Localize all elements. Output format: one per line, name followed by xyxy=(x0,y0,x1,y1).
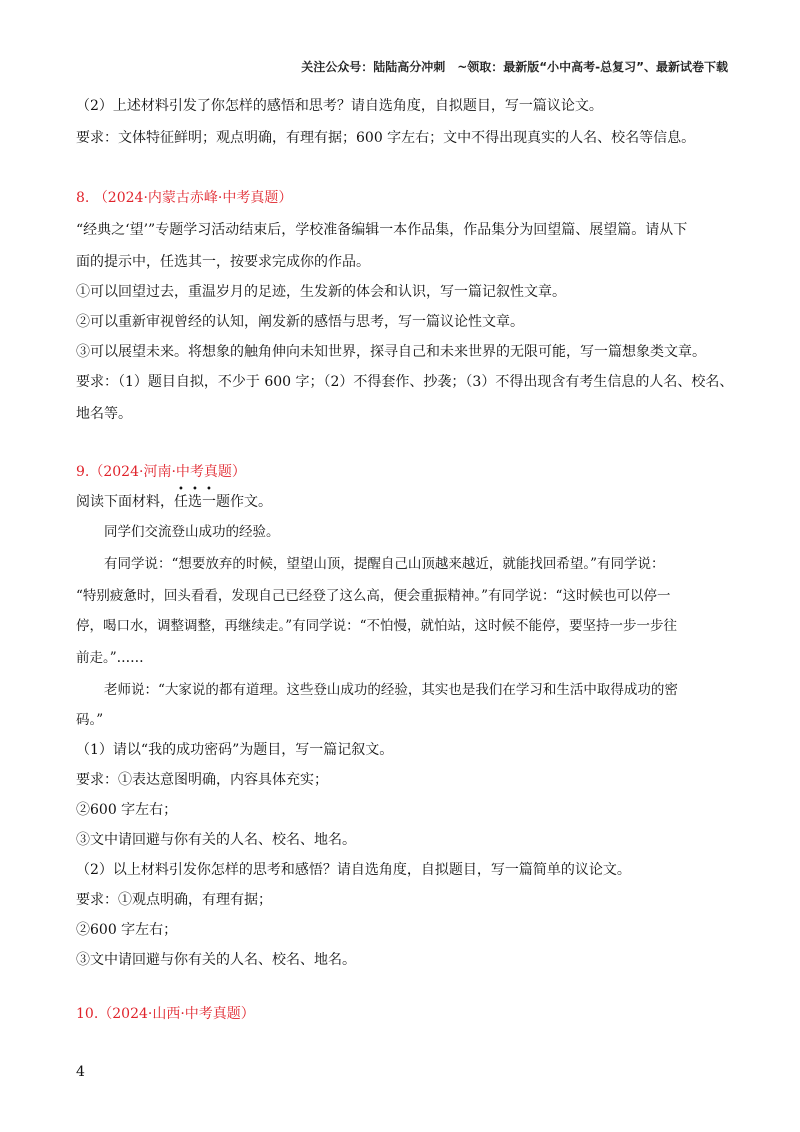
q8-option-1: ①可以回望过去，重温岁月的足迹，生发新的体会和认识，写一篇记叙性文章。 xyxy=(76,284,566,300)
q9-heading xyxy=(76,462,246,482)
q8-intro-line1: “经典之‘望’”专题学习活动结束后，学校准备编辑一本作品集，作品集分为回望篇、展望篇。请从下 xyxy=(76,222,688,238)
q9-prompt-2-req-3: ③文中请回避与你有关的人名、校名、地名。 xyxy=(76,952,356,968)
q8-heading xyxy=(76,188,292,208)
page-header: 关注公众号：陆陆高分冲刺 ~领取：最新版“小中高考-总复习”、最新试卷下载 xyxy=(301,60,728,74)
q8-requirement-line1: 要求：（1）题目自拟，不少于 600 字；（2）不得套作、抄袭；（3）不得出现含有考生信息的人名、校名、 xyxy=(76,374,734,390)
q8-option-3: ③可以展望未来。将想象的触角伸向未知世界，探寻自己和未来世界的无限可能，写一篇想象类文章。 xyxy=(76,344,706,360)
q9-source: （2024·河南·中考真题） xyxy=(89,464,246,480)
q9-number: 9. xyxy=(76,464,90,480)
emphasis-dot-char: 任 xyxy=(174,494,188,510)
q7-part2: （2）上述材料引发了你怎样的感悟和思考？请自选角度，自拟题目，写一篇议论文。 xyxy=(76,98,603,114)
q8-number: 8. xyxy=(76,190,90,206)
q9-material-7: 码。” xyxy=(76,712,104,728)
q10-source: （2024·山西·中考真题） xyxy=(98,1006,255,1022)
q10-heading xyxy=(76,1004,255,1024)
q9-prompt-1: （1）请以“我的成功密码”为题目，写一篇记叙文。 xyxy=(76,742,394,758)
q8-requirement-line2: 地名等。 xyxy=(76,406,132,422)
q9-prompt-2-req-2: ②600 字左右； xyxy=(76,922,178,938)
q8-source: （2024·内蒙古赤峰·中考真题） xyxy=(93,190,293,206)
q9-material-2: 有同学说：“想要放弃的时候，望望山顶，提醒自己山顶越来越近，就能找回希望。”有同学说： xyxy=(104,556,665,572)
q8-intro-line2: 面的提示中，任选其一，按要求完成你的作品。 xyxy=(76,254,370,270)
q9-material-6: 老师说：“大家说的都有道理。这些登山成功的经验，其实也是我们在学习和生活中取得成功的密 xyxy=(104,682,678,698)
q9-prompt-1-req-1: 要求：①表达意图明确，内容具体充实； xyxy=(76,772,328,788)
emphasis-dot-char: 选 xyxy=(188,494,202,510)
q9-material-5: 前走。”…… xyxy=(76,650,144,666)
q9-prompt-1-req-2: ②600 字左右； xyxy=(76,802,178,818)
q9-prompt-1-req-3: ③文中请回避与你有关的人名、校名、地名。 xyxy=(76,832,356,848)
q9-instruction-b: 题作文。 xyxy=(216,494,272,510)
q10-number: 10. xyxy=(76,1006,99,1022)
page-number: 4 xyxy=(76,1064,85,1080)
q9-instruction-a: 阅读下面材料， xyxy=(76,494,174,510)
q8-option-2: ②可以重新审视曾经的认知，阐发新的感悟与思考，写一篇议论性文章。 xyxy=(76,314,524,330)
emphasis-dot-char: 一 xyxy=(202,494,216,510)
q9-prompt-2: （2）以上材料引发你怎样的思考和感悟？请自选角度，自拟题目，写一篇简单的议论文。 xyxy=(76,862,631,878)
q9-instruction xyxy=(76,492,272,512)
q7-requirement: 要求：文体特征鲜明；观点明确，有理有据；600 字左右；文中不得出现真实的人名、校名等信息。 xyxy=(76,130,696,146)
q9-material-4: 停，喝口水，调整调整，再继续走。”有同学说：“不怕慢，就怕站，这时候不能停，要坚持一步一步往 xyxy=(76,618,678,634)
q9-material-1: 同学们交流登山成功的经验。 xyxy=(104,524,280,540)
q9-material-3: “特别疲惫时，回头看看，发现自己已经登了这么高，便会重振精神。”有同学说：“这时候也可以停一 xyxy=(76,588,671,604)
q9-prompt-2-req-1: 要求：①观点明确，有理有据； xyxy=(76,892,272,908)
